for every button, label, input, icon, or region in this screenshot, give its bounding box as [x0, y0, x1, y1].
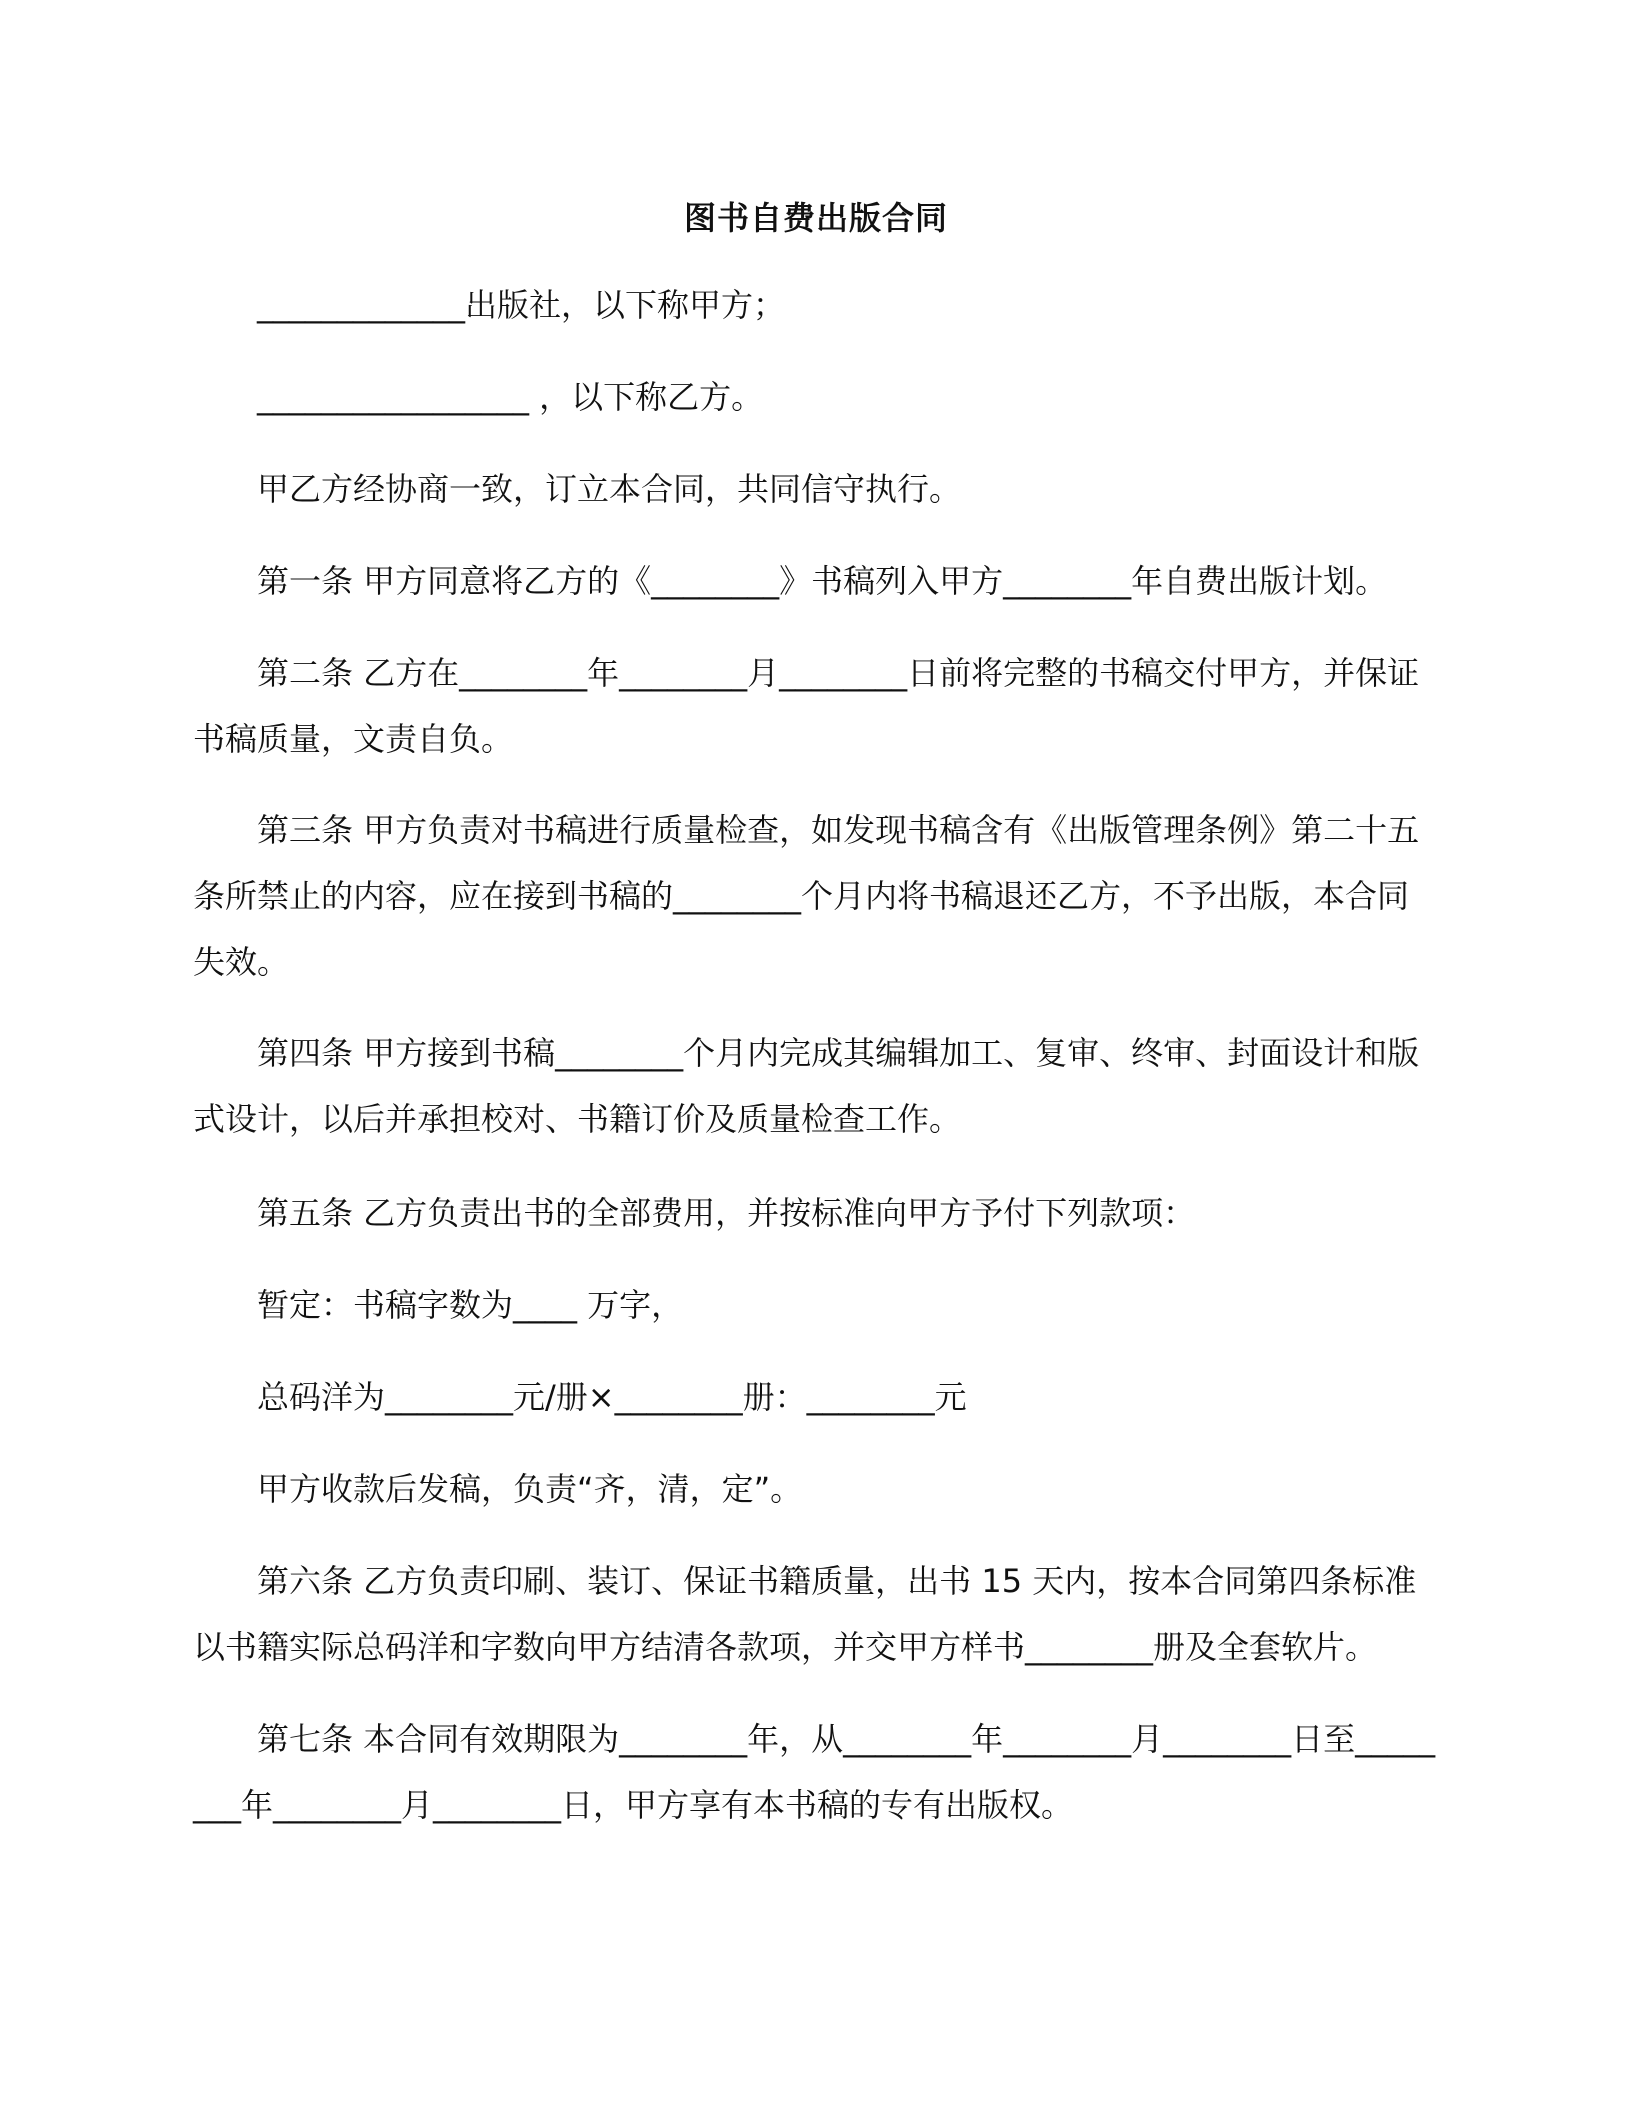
- article-4: 第四条 甲方接到书稿________个月内完成其编辑加工、复审、终审、封面设计和版式设计，以后并承担校对、书籍订价及质量检查工作。: [193, 1034, 1420, 1138]
- article-5-word-count: 暂定：书稿字数为____ 万字，: [257, 1286, 684, 1324]
- paragraph-party-b: _________________ ，以下称乙方。: [257, 378, 764, 416]
- article-2: 第二条 乙方在________年________月________日前将完整的书稿交付甲方，并保证书稿质量，文责自负。: [193, 654, 1420, 758]
- article-5: 第五条 乙方负责出书的全部费用，并按标准向甲方予付下列款项：: [257, 1194, 1196, 1232]
- article-7: 第七条 本合同有效期限为________年，从________年________月________日至________年________月________日，甲方享有本书稿的专有出版权。: [193, 1720, 1436, 1824]
- article-1: 第一条 甲方同意将乙方的《________》书稿列入甲方________年自费出版计划。: [257, 562, 1388, 600]
- article-3: 第三条 甲方负责对书稿进行质量检查，如发现书稿含有《出版管理条例》第二十五条所禁止的内容，应在接到书稿的________个月内将书稿退还乙方，不予出版，本合同失效。: [193, 811, 1420, 981]
- article-5-payment-note: 甲方收款后发稿，负责“齐，清，定”。: [257, 1470, 803, 1508]
- article-6: 第六条 乙方负责印刷、装订、保证书籍质量，出书 15 天内，按本合同第四条标准以书籍实际总码洋和字数向甲方结清各款项，并交甲方样书________册及全套软片。: [193, 1562, 1417, 1666]
- paragraph-agreement: 甲乙方经协商一致，订立本合同，共同信守执行。: [257, 470, 962, 508]
- article-5-total-price: 总码洋为________元/册×________册：________元: [257, 1378, 967, 1416]
- paragraph-party-a: _____________出版社，以下称甲方；: [257, 286, 786, 324]
- document-title: 图书自费出版合同: [683, 199, 948, 237]
